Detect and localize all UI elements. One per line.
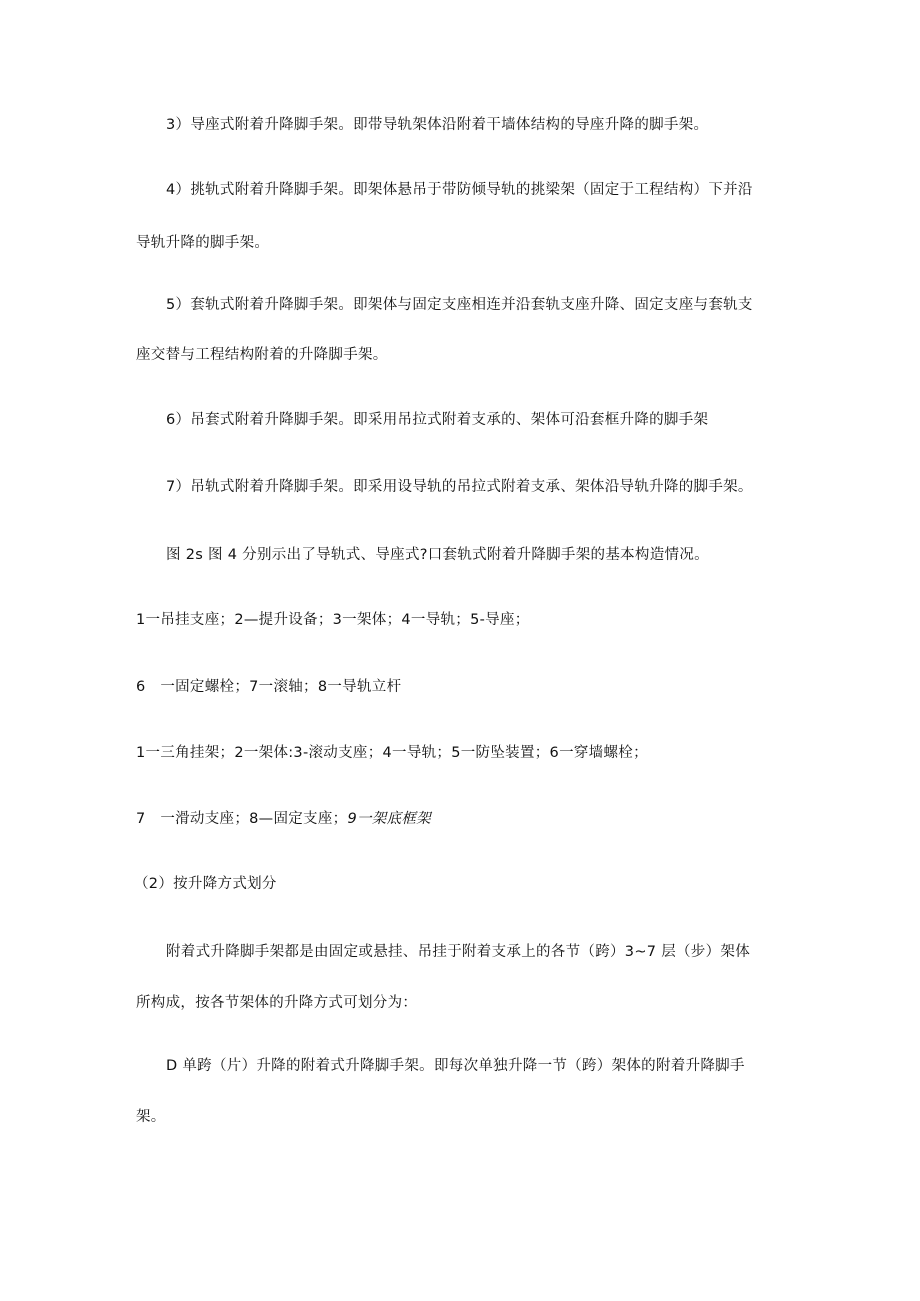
section-heading: （2）按升降方式划分 bbox=[134, 876, 277, 892]
paragraph-item-4-line-2: 导轨升降的脚手架。 bbox=[136, 235, 270, 251]
paragraph-body-line-2: 所构成，按各节架体的升降方式可划分为： bbox=[136, 995, 418, 1011]
paragraph-item-5-line-1: 5）套轨式附着升降脚手架。即架体与固定支座相连并沿套轨支座升降、固定支座与套轨支 bbox=[166, 297, 753, 313]
paragraph-item-7: 7）吊轨式附着升降脚手架。即采用设导轨的吊拉式附着支承、架体沿导轨升降的脚手架。 bbox=[166, 479, 753, 495]
paragraph-body-line-1: 附着式升降脚手架都是由固定或悬挂、吊挂于附着支承上的各节（跨）3~7 层（步）架体 bbox=[166, 944, 751, 960]
paragraph-item-4-line-1: 4）挑轨式附着升降脚手架。即架体悬吊于带防倾导轨的挑梁架（固定于工程结构）下并沿 bbox=[166, 182, 753, 198]
figure-legend-line-4-italic-text: 9一架底框架 bbox=[347, 811, 431, 827]
figure-legend-line-4 bbox=[136, 809, 431, 829]
paragraph-item-d-line-1: D 单跨（片）升降的附着式升降脚手架。即每次单独升降一节（跨）架体的附着升降脚手 bbox=[166, 1058, 745, 1074]
paragraph-item-3: 3）导座式附着升降脚手架。即带导轨架体沿附着干墙体结构的导座升降的脚手架。 bbox=[166, 117, 709, 133]
figure-legend-line-4-text: 7 一滑动支座；8—固定支座； bbox=[136, 811, 348, 827]
figure-reference-paragraph: 图 2s 图 4 分别示出了导轨式、导座式?口套轨式附着升降脚手架的基本构造情况。 bbox=[166, 547, 709, 563]
paragraph-item-d-line-2: 架。 bbox=[136, 1109, 166, 1125]
figure-legend-line-1: 1一吊挂支座；2—提升设备；3一架体；4一导轨；5-导座； bbox=[136, 612, 530, 628]
figure-legend-line-3: 1一三角挂架；2一架体:3-滚动支座；4一导轨；5一防坠装置；6一穿墙螺栓； bbox=[136, 745, 648, 761]
paragraph-item-5-line-2: 座交替与工程结构附着的升降脚手架。 bbox=[136, 347, 388, 363]
figure-legend-line-2: 6 一固定螺栓；7一滚轴；8一导轨立杆 bbox=[136, 679, 402, 695]
paragraph-item-6: 6）吊套式附着升降脚手架。即采用吊拉式附着支承的、架体可沿套框升降的脚手架 bbox=[166, 412, 709, 428]
